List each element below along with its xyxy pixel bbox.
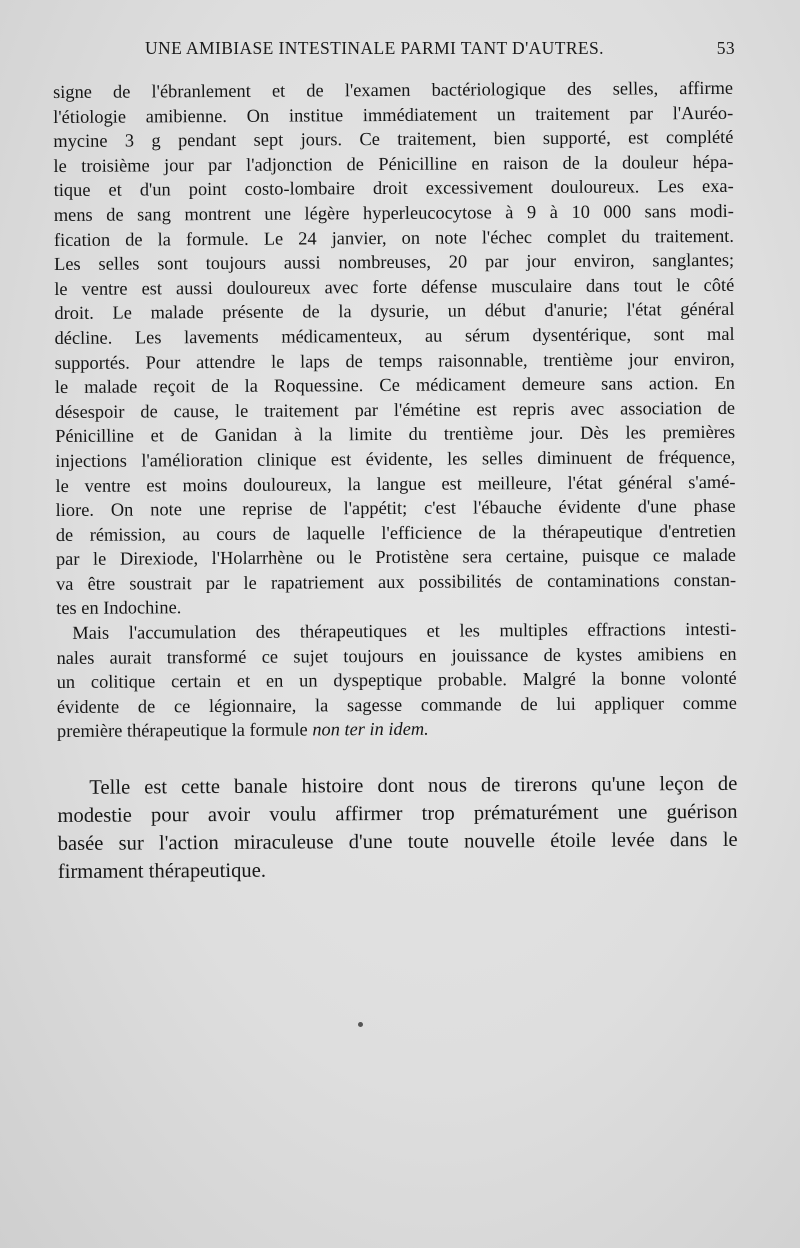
text-line: évidente de ce légionnaire, la sagesse commande de lui appliquer comme	[56, 692, 737, 717]
text-line: mens de sang montrent une légère hyperleucocytose à 9 à 10 000 sans modi-	[53, 200, 734, 225]
text-fragment: première thérapeutique la formule	[56, 719, 313, 742]
text-line: Pénicilline et de Ganidan à la limite du trentième jour. Dès les premières	[55, 422, 736, 447]
ink-speck	[358, 1022, 363, 1027]
text-line: le troisième jour par l'adjonction de Pénicilline en raison de la douleur hépa-	[53, 151, 734, 176]
text-line: injections l'amélioration clinique est évidente, les selles diminuent de fréquence,	[55, 446, 736, 471]
text-line: Telle est cette banale histoire dont nous de tirerons qu'une leçon de	[89, 772, 738, 799]
text-line: tes en Indochine.	[56, 597, 182, 619]
text-line: va être soustrait par le rapatriement aux possibilités de contaminations constan-	[56, 569, 737, 594]
paragraph-2	[56, 617, 736, 646]
text-line: droit. Le malade présente de la dysurie, un début d'anurie; l'état général	[54, 299, 735, 324]
text-line: signe de l'ébranlement et de l'examen bactériologique des selles, affirme	[53, 77, 734, 102]
text-line: l'étiologie amibienne. On institue immédiatement un traitement par l'Auréo-	[53, 102, 734, 127]
page-number: 53	[716, 38, 735, 58]
paragraph-1	[53, 76, 736, 621]
text-line: le ventre est aussi douloureux avec forte défense musculaire dans tout le côté	[54, 274, 735, 299]
text-line: fication de la formule. Le 24 janvier, on note l'échec complet du traitement.	[53, 225, 735, 250]
text-line: désespoir de cause, le traitement par l'émétine est repris avec association de	[54, 397, 736, 422]
text-line: supportés. Pour attendre le laps de temps raisonnable, trentième jour environ,	[54, 348, 735, 373]
text-line: mycine 3 g pendant sept jours. Ce traitement, bien supporté, est complété	[53, 127, 734, 152]
text-line: le ventre est moins douloureux, la langue est meilleure, l'état général s'amé-	[55, 471, 736, 496]
text-line: modestie pour avoir voulu affirmer trop prématurément une guérison	[57, 800, 738, 828]
text-line: un colitique certain et en un dyspeptique probable. Malgré la bonne volonté	[56, 668, 737, 693]
text-line: de rémission, au cours de laquelle l'efficience de la thérapeutique d'entretien	[55, 520, 736, 545]
latin-phrase: non ter in idem.	[312, 719, 429, 740]
paragraph-3	[57, 770, 738, 886]
text-line: Les selles sont toujours aussi nombreuses, 20 par jour environ, sanglantes;	[54, 249, 735, 275]
paragraph-2-continued	[56, 641, 737, 744]
text-line: basée sur l'action miraculeuse d'une toute nouvelle étoile levée dans le	[57, 828, 738, 856]
body-text	[53, 76, 738, 886]
text-line: décline. Les lavements médicamenteux, au sérum dysentérique, sont mal	[54, 323, 735, 348]
text-line: le malade reçoit de la Roquessine. Ce médicament demeure sans action. En	[54, 372, 735, 398]
text-line: Mais l'accumulation des thérapeutiques et les multiples effractions intesti-	[72, 618, 737, 643]
text-line	[57, 715, 737, 744]
text-line: par le Direxiode, l'Holarrhène ou le Protistène sera certaine, puisque ce malade	[55, 545, 736, 570]
running-title: UNE AMIBIASE INTESTINALE PARMI TANT D'AUTRES.	[145, 38, 604, 58]
text-line: liore. On note une reprise de l'appétit; c'est l'ébauche évidente d'une phase	[55, 495, 736, 521]
text-line: firmament thérapeutique.	[57, 859, 267, 884]
text-line: nales aurait transformé ce sujet toujours en jouissance de kystes amibiens en	[56, 643, 737, 668]
text-line: tique et d'un point costo-lombaire droit excessivement douloureux. Les exa-	[53, 176, 734, 201]
